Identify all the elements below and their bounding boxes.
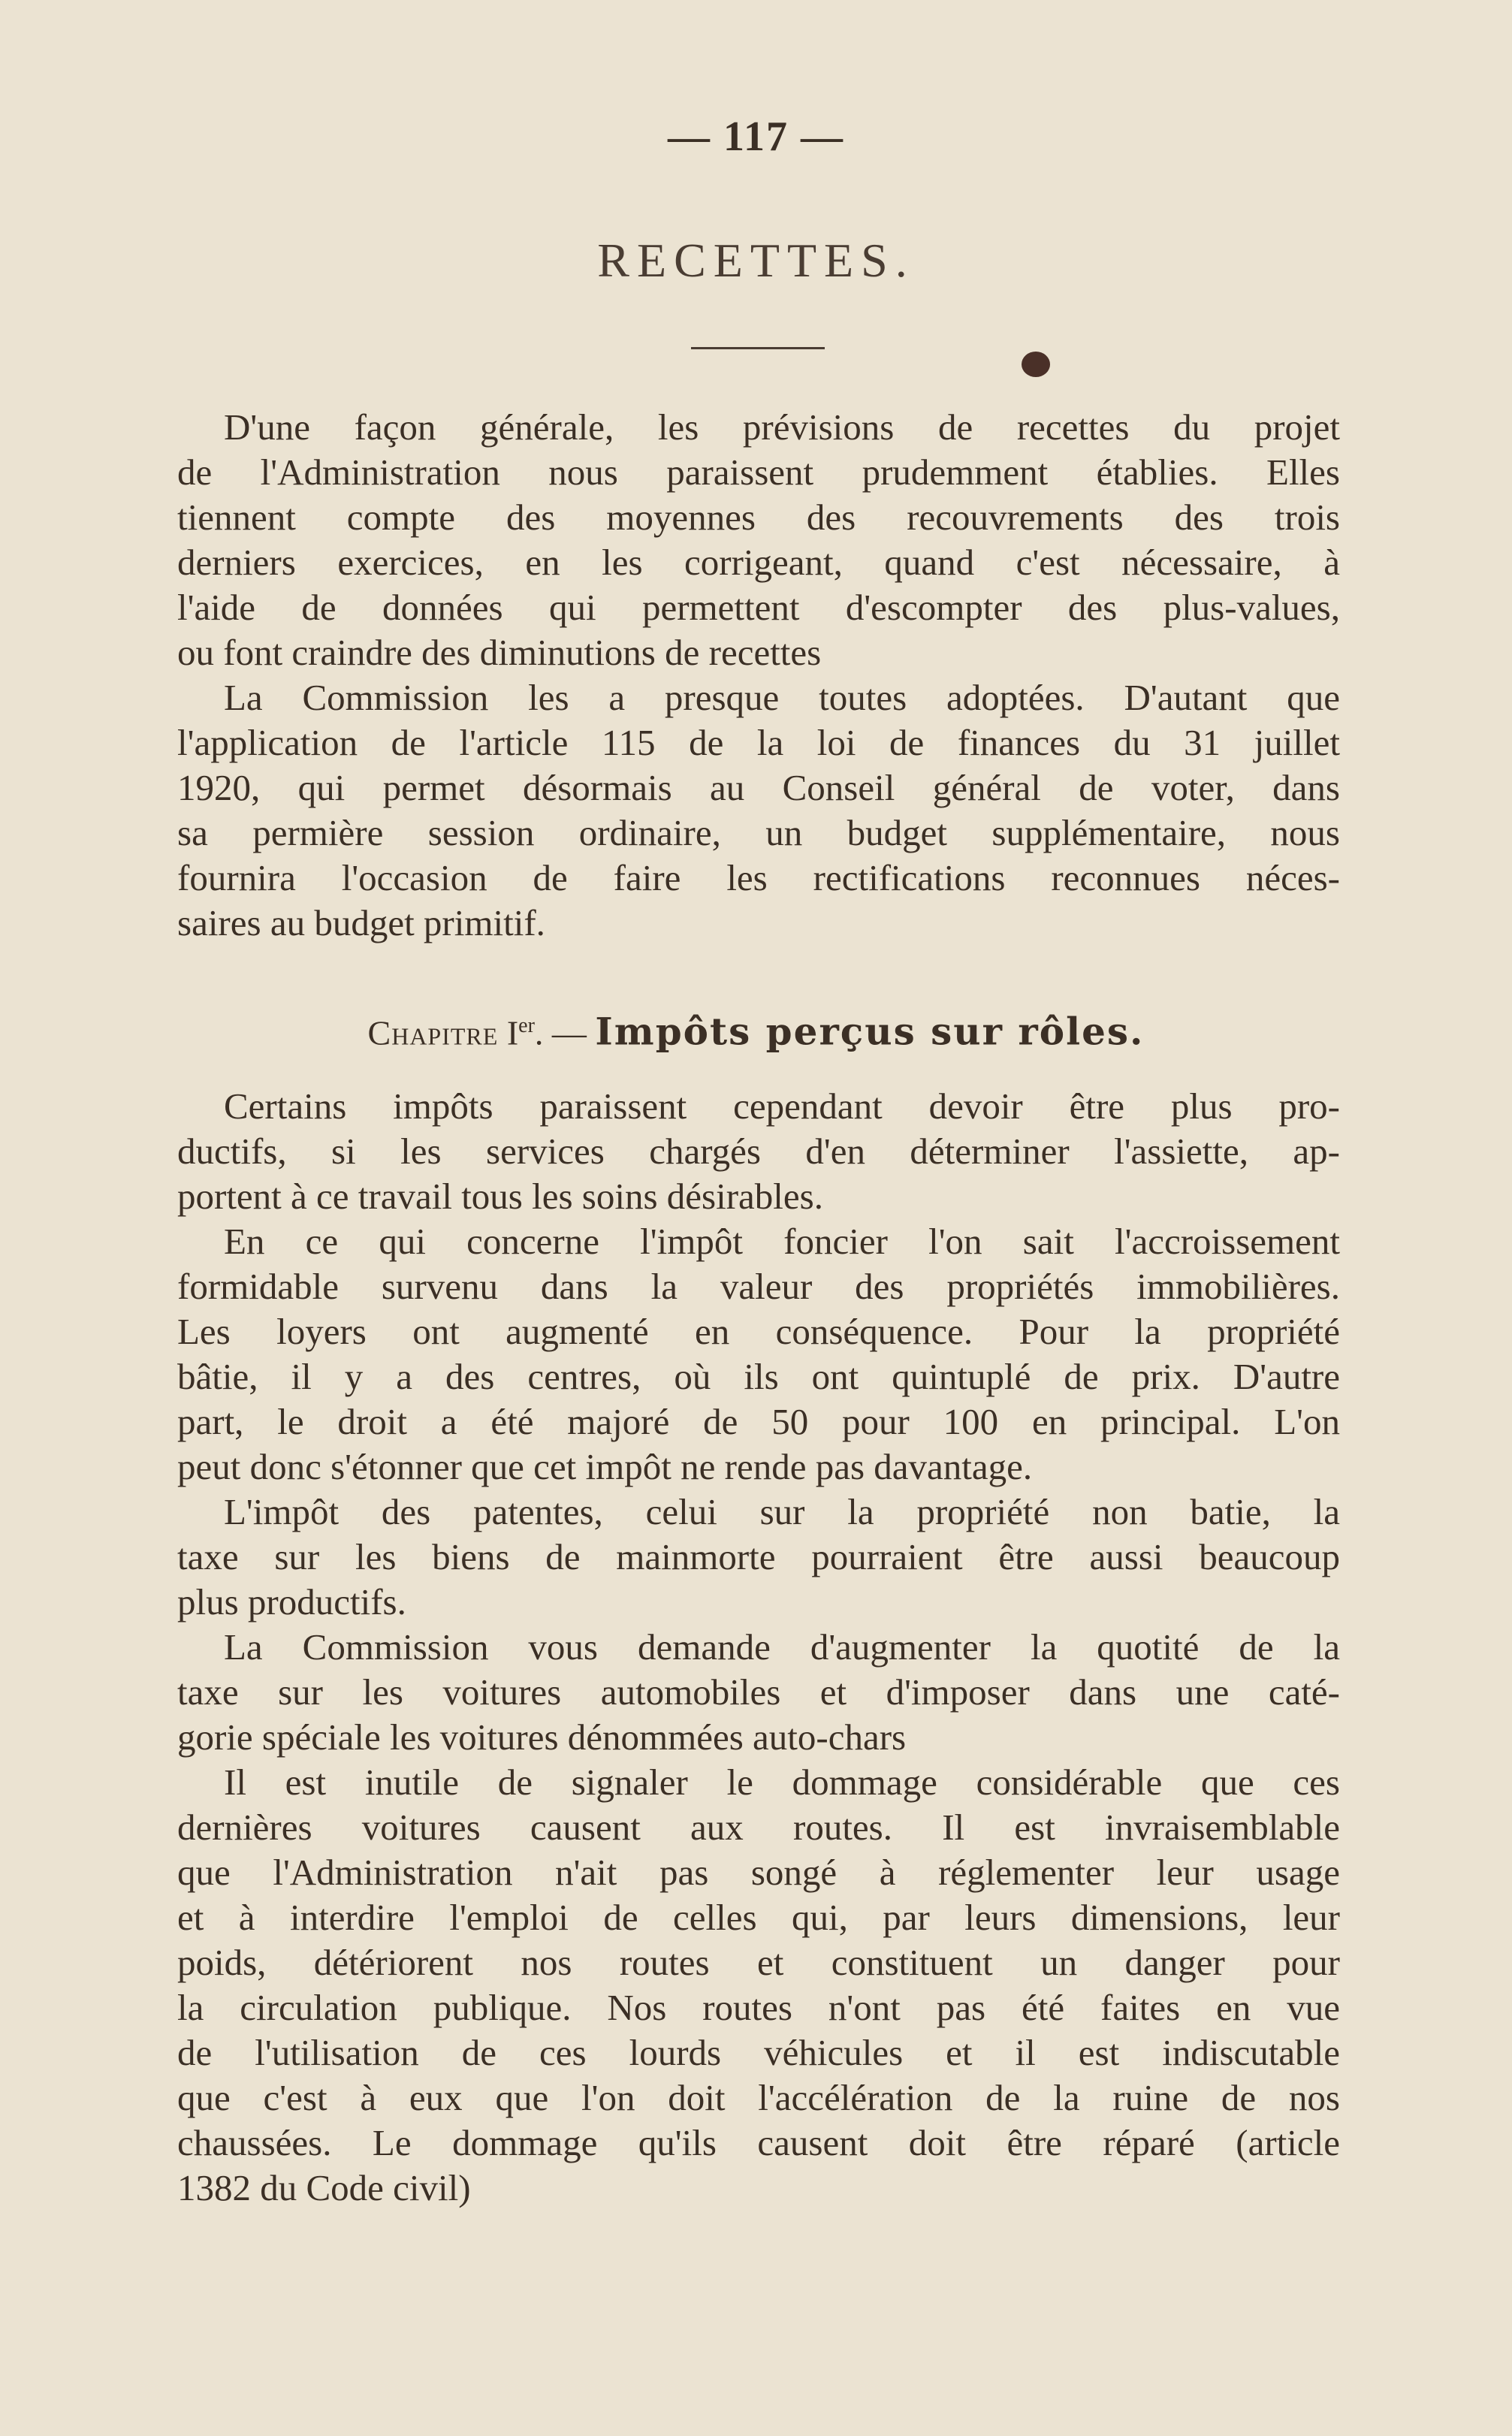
text-line: derniers exercices, en les corrigeant, quand c'est nécessaire, à [177, 542, 1340, 583]
text-line: que l'Administration n'ait pas songé à réglementer leur usage [177, 1852, 1340, 1893]
text-line: Il est inutile de signaler le dommage considérable que ces [224, 1761, 1340, 1803]
text-line: ductifs, si les services chargés d'en déterminer l'assiette, ap- [177, 1130, 1340, 1172]
text-line: part, le droit a été majoré de 50 pour 100 en principal. L'on [177, 1401, 1340, 1442]
text-line: ou font craindre des diminutions de recettes [177, 632, 822, 673]
text-line: peut donc s'étonner que cet impôt ne rende pas davantage. [177, 1446, 1033, 1487]
text-line: de l'Administration nous paraissent prudemment établies. Elles [177, 451, 1340, 493]
paragraph [177, 675, 1340, 946]
ink-blot [1022, 352, 1050, 377]
text-line: plus productifs. [177, 1581, 406, 1622]
text-line: que c'est à eux que l'on doit l'accélération de la ruine de nos [177, 2077, 1340, 2118]
text-line: poids, détériorent nos routes et constituent un danger pour [177, 1942, 1340, 1983]
page-number: — 117 — [668, 113, 844, 160]
text-line: et à interdire l'emploi de celles qui, par leurs dimensions, leur [177, 1897, 1340, 1938]
text-line: fournira l'occasion de faire les rectifications reconnues néces- [177, 857, 1340, 898]
text-line: portent à ce travail tous les soins désirables. [177, 1176, 823, 1217]
text-line: En ce qui concerne l'impôt foncier l'on sait l'accroissement [224, 1221, 1340, 1262]
intro-text [177, 405, 1340, 946]
text-line: l'aide de données qui permettent d'escompter des plus-values, [177, 587, 1340, 628]
paragraph [177, 405, 1340, 675]
chapter-separator: . — [534, 1013, 596, 1052]
chapter-title: Impôts perçus sur rôles. [595, 1009, 1145, 1054]
text-line: dernières voitures causent aux routes. Il est invraisemblable [177, 1807, 1340, 1848]
text-line: 1382 du Code civil) [177, 2167, 471, 2208]
text-line: tiennent compte des moyennes des recouvrements des trois [177, 497, 1340, 538]
paragraph [177, 1084, 1340, 1219]
title-rule-divider [691, 347, 825, 349]
text-line: formidable survenu dans la valeur des propriétés immobilières. [177, 1266, 1340, 1307]
paragraph [177, 1760, 1340, 2211]
text-line: taxe sur les biens de mainmorte pourraient être aussi beaucoup [177, 1536, 1340, 1577]
paragraph [177, 1625, 1340, 1760]
text-line: de l'utilisation de ces lourds véhicules et il est indiscutable [177, 2032, 1340, 2073]
text-line: Certains impôts paraissent cependant devoir être plus pro- [224, 1085, 1340, 1127]
text-line: Les loyers ont augmenté en conséquence. Pour la propriété [177, 1311, 1340, 1352]
text-line: D'une façon générale, les prévisions de recettes du projet [224, 406, 1340, 448]
chapter-number-suffix: er [518, 1014, 535, 1037]
paragraph [177, 1219, 1340, 1490]
text-line: bâtie, il y a des centres, où ils ont quintuplé de prix. D'autre [177, 1356, 1340, 1397]
text-line: l'application de l'article 115 de la loi de finances du 31 juillet [177, 722, 1340, 763]
chapter-number: I [506, 1013, 519, 1052]
chapter-heading [0, 1004, 1512, 1055]
text-line: La Commission vous demande d'augmenter la quotité de la [224, 1626, 1340, 1668]
text-line: 1920, qui permet désormais au Conseil général de voter, dans [177, 767, 1340, 808]
chapter-label: Chapitre [367, 1013, 499, 1052]
paragraph [177, 1490, 1340, 1625]
text-line: gorie spéciale les voitures dénommées auto-chars [177, 1716, 907, 1758]
chapter-body-text [177, 1084, 1340, 2211]
text-line: chaussées. Le dommage qu'ils causent doit être réparé (article [177, 2122, 1340, 2163]
text-line: La Commission les a presque toutes adoptées. D'autant que [224, 677, 1340, 718]
text-line: L'impôt des patentes, celui sur la propriété non batie, la [224, 1491, 1340, 1532]
text-line: sa permière session ordinaire, un budget supplémentaire, nous [177, 812, 1340, 853]
text-line: la circulation publique. Nos routes n'ont pas été faites en vue [177, 1987, 1340, 2028]
section-title: RECETTES. [597, 234, 915, 287]
text-line: taxe sur les voitures automobiles et d'imposer dans une caté- [177, 1671, 1340, 1713]
text-line: saires au budget primitif. [177, 902, 545, 943]
